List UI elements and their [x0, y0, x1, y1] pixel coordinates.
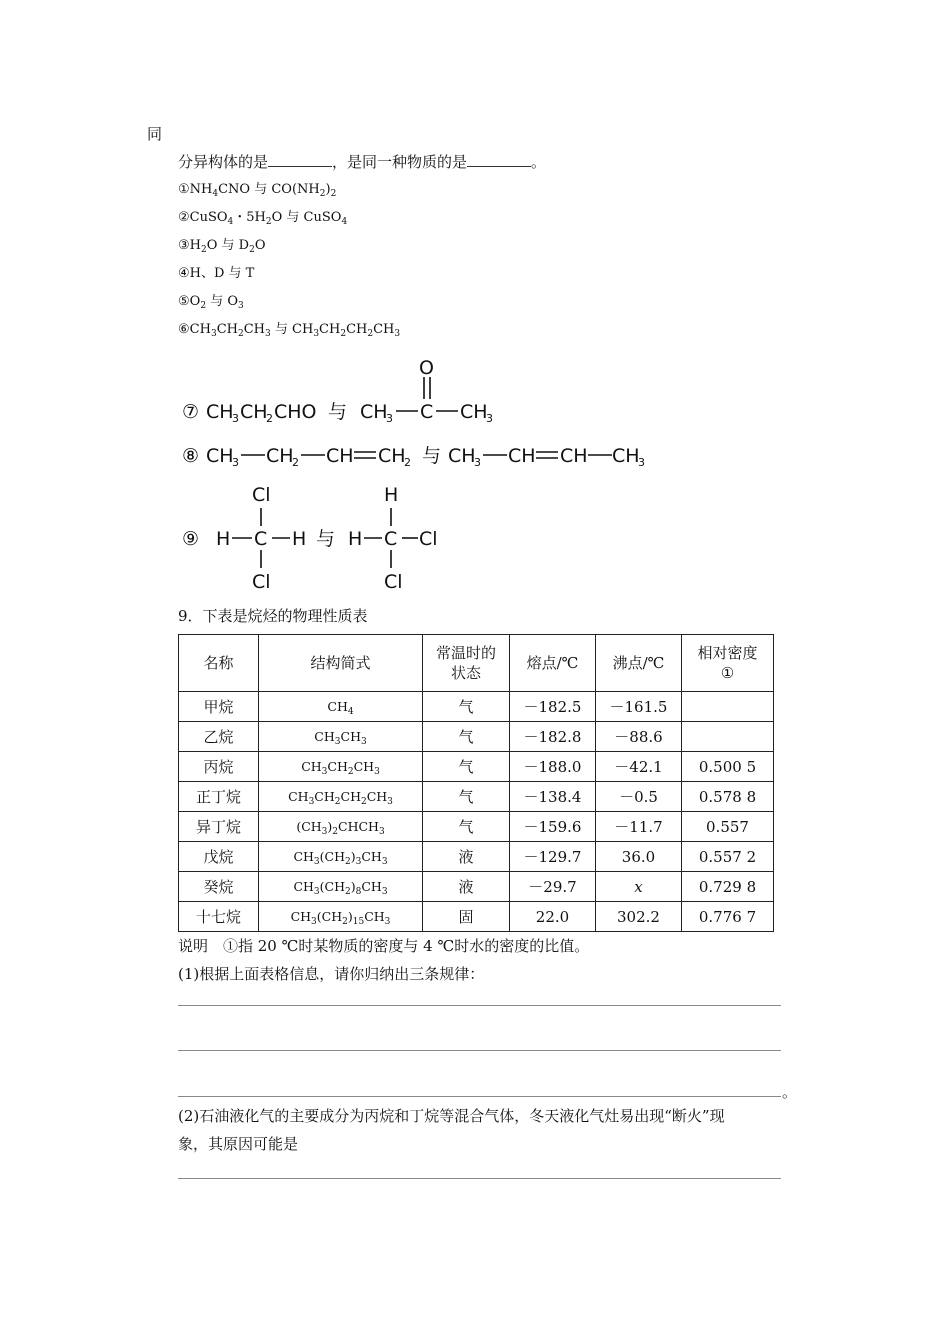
table-row: 丙烷 $CH_3CH_2CH_3$ 气 －188.0 －42.1 0.500 5	[179, 752, 774, 782]
svg-text:⑦: ⑦	[182, 401, 200, 423]
svg-text:H: H	[292, 528, 307, 550]
svg-text:与: 与	[422, 445, 442, 467]
svg-text:CH: CH	[508, 445, 536, 467]
svg-text:C: C	[384, 528, 398, 550]
table-row: 异丁烷 $(CH_3)_2CHCH_3$ 气 －159.6 －11.7 0.557	[179, 812, 774, 842]
answer-line-2[interactable]	[178, 1050, 781, 1051]
option-3: $③H_2O$ 与 $D_2O$	[178, 238, 266, 255]
table-row: 十七烷 $CH_3(CH_2)_{15}CH_3$ 固 22.0 302.2 0.776 7	[179, 902, 774, 932]
table-row: 乙烷 $CH_3CH_3$ 气 －182.8 －88.6	[179, 722, 774, 752]
sub-question-2-line-1: (2)石油液化气的主要成分为丙烷和丁烷等混合气体，冬天液化气灶易出现“断火”现	[178, 1107, 725, 1125]
option-1: $①NH_4CNO$ 与 $CO(NH_2)_2$	[178, 182, 337, 199]
svg-text:O: O	[419, 357, 434, 379]
svg-text:Cl: Cl	[252, 484, 271, 506]
header-melting-point: 熔点/℃	[510, 635, 596, 692]
svg-text:H: H	[348, 528, 363, 550]
option-2: ②CuSO$_4$・$5H_2O$ 与 CuSO$_4$	[178, 210, 348, 227]
svg-text:CH: CH	[378, 445, 406, 467]
answer-blank-isomers[interactable]	[268, 152, 332, 167]
svg-text:Cl: Cl	[419, 528, 438, 550]
svg-text:CH: CH	[612, 445, 640, 467]
svg-text:C: C	[420, 401, 434, 423]
fragment-text: 同	[147, 125, 163, 143]
alkane-properties-table	[178, 634, 774, 932]
option-8-structure	[178, 440, 658, 480]
option-9-structure	[178, 482, 448, 594]
question-9-title: 9．下表是烷烃的物理性质表	[178, 607, 368, 625]
svg-text:CH: CH	[206, 445, 234, 467]
svg-text:⑧: ⑧	[182, 445, 200, 467]
svg-text:CH: CH	[560, 445, 588, 467]
svg-text:CH: CH	[448, 445, 476, 467]
svg-text:CH: CH	[460, 401, 488, 423]
header-name: 名称	[179, 635, 259, 692]
sub-question-1: (1)根据上面表格信息，请你归纳出三条规律：	[178, 965, 485, 983]
q8-prompt: 分异构体的是 ，是同一种物质的是 。	[178, 153, 547, 171]
svg-text:3: 3	[386, 412, 393, 425]
svg-text:CH: CH	[266, 445, 294, 467]
svg-text:3: 3	[232, 412, 239, 425]
option-4: ④H、D 与 T	[178, 266, 255, 281]
svg-text:2: 2	[404, 456, 411, 469]
svg-text:3: 3	[486, 412, 493, 425]
header-formula: 结构简式	[259, 635, 423, 692]
svg-text:2: 2	[266, 412, 273, 425]
header-state: 常温时的 状态	[423, 635, 510, 692]
answer-line-3[interactable]	[178, 1096, 781, 1097]
svg-text:CH: CH	[326, 445, 354, 467]
table-row: 甲烷 $CH_4$ 气 －182.5 －161.5	[179, 692, 774, 722]
answer-line-4[interactable]	[178, 1178, 781, 1179]
answer-blank-same-substance[interactable]	[467, 152, 531, 167]
option-7-structure	[178, 352, 508, 432]
svg-text:H: H	[216, 528, 231, 550]
svg-text:与: 与	[316, 528, 336, 550]
header-relative-density: 相对密度 ①	[682, 635, 774, 692]
answer-period: 。	[782, 1083, 798, 1101]
svg-text:2: 2	[292, 456, 299, 469]
svg-text:CH: CH	[240, 401, 268, 423]
svg-text:Cl: Cl	[384, 571, 403, 593]
svg-text:Cl: Cl	[252, 571, 271, 593]
table-row: 正丁烷 $CH_3CH_2CH_2CH_3$ 气 －138.4 －0.5 0.578 8	[179, 782, 774, 812]
table-row: 戊烷 $CH_3(CH_2)_3CH_3$ 液 －129.7 36.0 0.557 2	[179, 842, 774, 872]
svg-text:C: C	[254, 528, 268, 550]
table-header-row	[179, 635, 774, 692]
svg-text:H: H	[384, 484, 399, 506]
table-row: 癸烷 $CH_3(CH_2)_8CH_3$ 液 －29.7 x 0.729 8	[179, 872, 774, 902]
svg-text:3: 3	[474, 456, 481, 469]
header-boiling-point: 沸点/℃	[596, 635, 682, 692]
option-6: $⑥CH_3CH_2CH_3$ 与 $CH_3CH_2CH_2CH_3$	[178, 322, 401, 339]
svg-text:CH: CH	[360, 401, 388, 423]
svg-text:⑨: ⑨	[182, 528, 200, 550]
answer-line-1[interactable]	[178, 1005, 781, 1006]
svg-text:与: 与	[328, 401, 348, 423]
svg-text:3: 3	[638, 456, 645, 469]
sub-question-2-line-2: 象，其原因可能是	[178, 1135, 299, 1153]
option-5: $⑤O_2$ 与 $O_3$	[178, 294, 244, 311]
svg-text:3: 3	[232, 456, 239, 469]
svg-text:CHO: CHO	[274, 401, 317, 423]
svg-text:CH: CH	[206, 401, 234, 423]
table-note: 说明 ①指 20 ℃时某物质的密度与 4 ℃时水的密度的比值。	[178, 937, 590, 955]
